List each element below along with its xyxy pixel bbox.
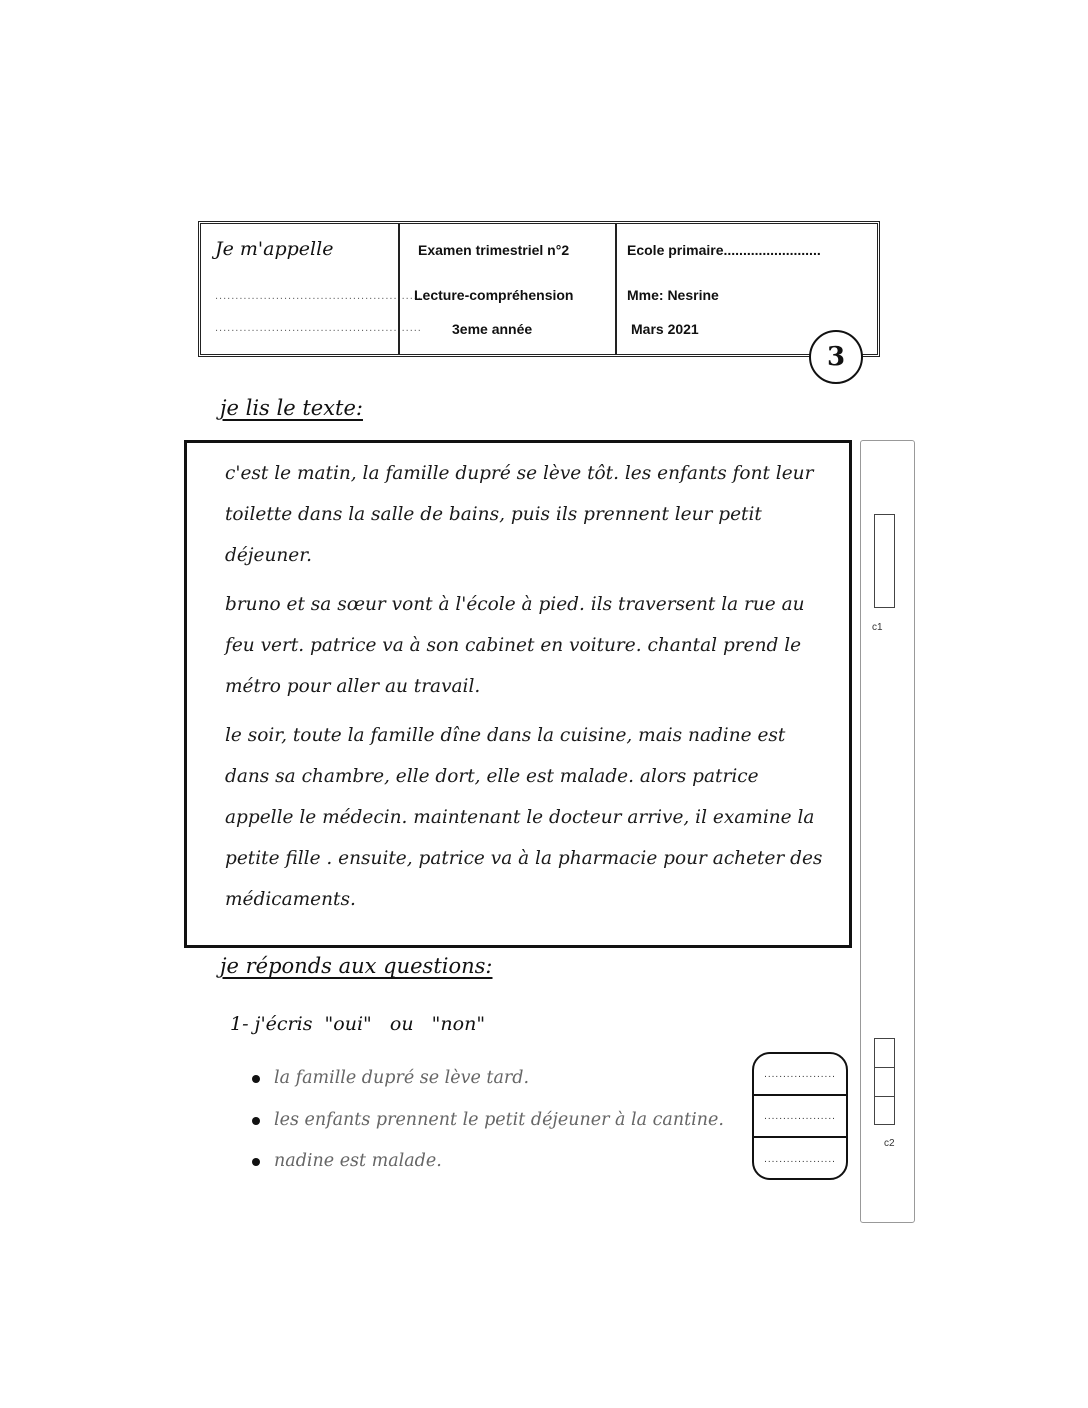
statement-item	[252, 1068, 529, 1088]
exam-date: Mars 2021	[631, 321, 699, 337]
score-circle: 3	[809, 330, 863, 384]
statement-item	[252, 1151, 442, 1171]
reading-title: je lis le texte:	[220, 396, 363, 420]
question-1: 1- j'écris "oui" ou "non"	[230, 1013, 486, 1035]
name-label: Je m'appelle	[215, 238, 334, 260]
criterion-2-label: c2	[884, 1138, 895, 1149]
criterion-2-cell[interactable]	[875, 1097, 894, 1126]
statement-text: nadine est malade.	[274, 1151, 442, 1171]
statement-item	[252, 1110, 724, 1130]
bullet-icon	[252, 1117, 260, 1125]
criterion-2-box[interactable]	[874, 1038, 895, 1125]
statement-text: la famille dupré se lève tard.	[274, 1068, 530, 1088]
criterion-1-label: c1	[872, 622, 883, 633]
exam-header	[198, 221, 880, 357]
student-name-cell	[201, 224, 422, 354]
criterion-1-box[interactable]	[874, 514, 895, 608]
teacher-name: Mme: Nesrine	[627, 287, 719, 303]
paragraph-2: bruno et sa sœur vont à l'école à pied. ils traversent la rue au feu vert. patrice va à son cabinet en voiture. chantal prend le métro pour aller au travail.	[225, 594, 805, 697]
bullet-icon	[252, 1075, 260, 1083]
criterion-2-cell[interactable]	[875, 1068, 894, 1097]
answer-blank-1[interactable]: ...................	[754, 1054, 846, 1096]
questions-title: je réponds aux questions:	[220, 954, 493, 978]
answer-blank-3[interactable]: ...................	[764, 1153, 836, 1165]
name-blank-line-1[interactable]: ...................................................	[215, 290, 422, 302]
answer-blank-2[interactable]: ...................	[754, 1096, 846, 1138]
subject: Lecture-compréhension	[414, 287, 574, 303]
grade: 3eme année	[452, 321, 533, 337]
criterion-2-cell[interactable]	[875, 1039, 894, 1068]
exam-info-cell	[398, 224, 615, 354]
statement-text: les enfants prennent le petit déjeuner à la cantine.	[274, 1110, 724, 1130]
bullet-icon	[252, 1158, 260, 1166]
paragraph-1: c'est le matin, la famille dupré se lève tôt. les enfants font leur toilette dans la salle de bains, puis ils prennent leur petit déjeuner.	[225, 463, 814, 566]
exam-title: Examen trimestriel n°2	[418, 242, 570, 258]
reading-text-box	[184, 440, 852, 948]
name-blank-line-2[interactable]: ...................................................	[215, 322, 422, 334]
answer-box	[752, 1052, 848, 1180]
paragraph-3: le soir, toute la famille dîne dans la cuisine, mais nadine est dans sa chambre, elle dort, elle est malade. alors patrice appelle le médecin. maintenant le docteur arrive, il examine la petite fille . ensuite, patrice va à la pharmacie pour acheter des médicaments.	[225, 725, 823, 910]
school-name: Ecole primaire.........................	[627, 242, 821, 258]
